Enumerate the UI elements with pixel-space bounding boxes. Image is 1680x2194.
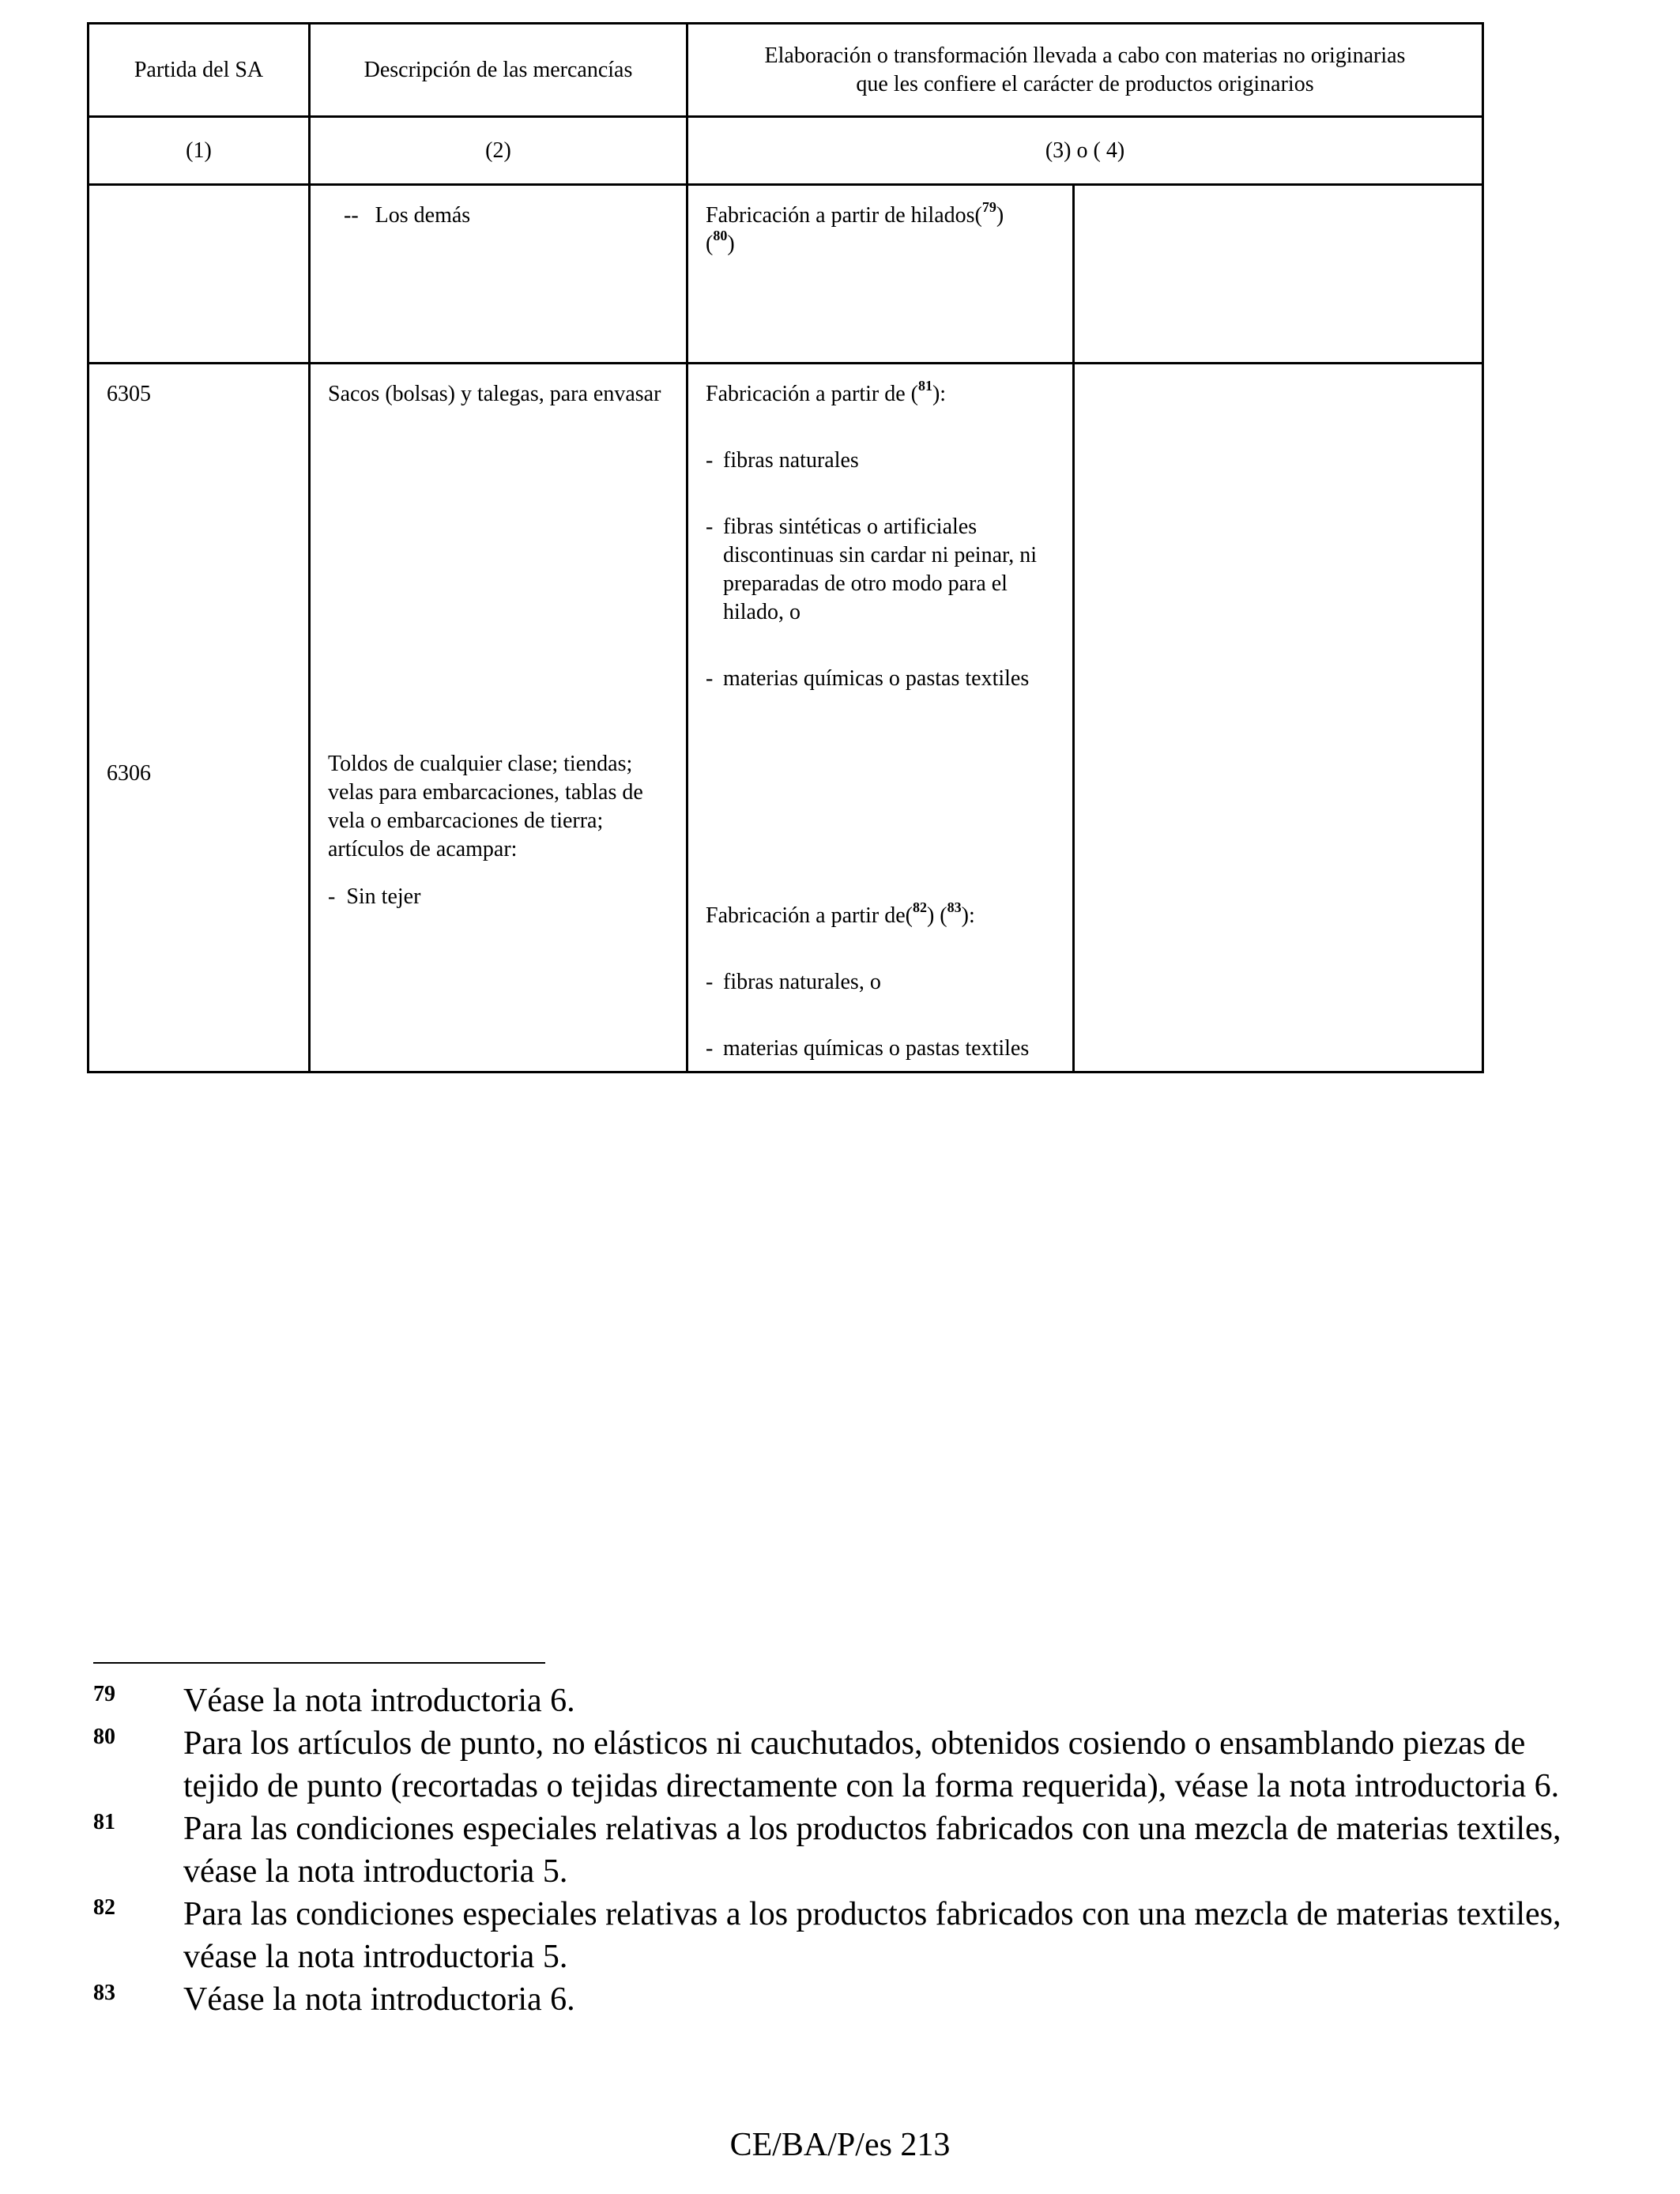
list-dash: - [706,448,714,473]
list-item-text: materias químicas o pastas textiles [723,666,1030,691]
footnote-number: 80 [93,1725,115,1749]
list-dash: - [706,666,714,691]
description-cell [310,185,687,364]
footnote-ref: 83 [947,899,962,915]
column-number-row [89,117,1483,185]
spacer [706,930,1055,968]
footnote-text: Véase la nota introductoria 6. [183,1683,575,1719]
hs-code-cell [89,185,310,364]
description-block-6305 [328,380,669,750]
rule-paren: ) ( [926,903,947,928]
rule-paren: ): [961,903,975,928]
description-text: Toldos de cualquier clase; tiendas; velas para embarcaciones, tablas de vela o embarcaciones de tierra; artículos de acampar: [328,752,643,861]
table-header-row [89,24,1483,117]
spacer [328,864,669,883]
header-processing-line1: Elaboración o transformación llevada a cabo con materias no originarias [764,43,1406,68]
table-row [89,364,1483,1072]
hs-code-6305: 6305 [107,382,151,406]
footnote-number: 81 [93,1810,115,1834]
alternative-rule-cell [1074,364,1483,1072]
rules-of-origin-table [87,22,1484,1073]
rule-text: Fabricación a partir de( [706,903,913,928]
rule-paren: ): [932,382,947,406]
footnote-number: 82 [93,1895,115,1920]
list-item [706,1035,1055,1063]
footnote-text: Véase la nota introductoria 6. [183,1981,575,2018]
list-dash: - [328,884,336,909]
column-number-3-4: (3) o ( 4) [687,117,1483,185]
hs-code-6306: 6306 [107,761,151,786]
list-item-text: materias químicas o pastas textiles [723,1036,1030,1061]
rule-intro-6305 [706,380,1055,409]
list-item-text: fibras sintéticas o artificiales discontinuas sin cardar ni peinar, ni preparadas de otro modo para el hilado, o [723,515,1037,624]
list-item [706,968,1055,997]
footnote-number: 83 [93,1981,115,2005]
spacer [706,627,1055,665]
header-processing [687,24,1483,117]
description-text: Sacos (bolsas) y talegas, para envasar [328,382,661,406]
description-cell [310,364,687,1072]
list-item [706,513,1055,627]
spacer [706,997,1055,1035]
spacer [706,475,1055,513]
subheading-dash: -- [344,203,359,228]
footnote-ref: 79 [981,199,996,215]
rule-text: Fabricación a partir de ( [706,382,918,406]
footnote [93,1722,1595,1808]
spacer [706,693,1055,902]
footnote-ref: 80 [713,228,728,243]
page-reference: CE/BA/P/es 213 [729,2127,951,2163]
footnote [93,1808,1595,1893]
header-hs-heading: Partida del SA [89,24,310,117]
description-subitem [328,883,669,911]
rule-paren: ) [727,232,735,256]
list-item-text: fibras naturales [723,448,859,473]
list-item [706,447,1055,475]
footnote-text: Para las condiciones especiales relativas a los productos fabricados con una mezcla de materias textiles, véase la nota introductoria 5. [183,1811,1561,1890]
footnote-ref: 81 [917,378,932,394]
rule-cell [687,364,1074,1072]
table-row [89,185,1483,364]
rule-paren: ) [996,203,1004,228]
footnote-number: 79 [93,1682,115,1706]
rule-text: Fabricación a partir de hilados( [706,203,982,228]
column-number-1: (1) [89,117,310,185]
column-number-2: (2) [310,117,687,185]
rule-paren: ( [706,232,714,256]
footnotes [93,1679,1595,2021]
footnote [93,1679,1595,1722]
spacer [107,409,291,760]
list-item [706,665,1055,693]
description-text: Sin tejer [346,884,421,909]
footnote-text: Para las condiciones especiales relativas a los productos fabricados con una mezcla de materias textiles, véase la nota introductoria 5. [183,1896,1561,1975]
description-text: Los demás [375,203,471,228]
footnote [93,1893,1595,1978]
hs-code-cell [89,364,310,1072]
spacer [706,409,1055,447]
footnote-separator [93,1662,545,1664]
list-item-text: fibras naturales, o [723,970,881,994]
footnote [93,1978,1595,2021]
alternative-rule-cell [1074,185,1483,364]
list-dash: - [706,515,714,539]
rule-cell [687,185,1074,364]
footnote-ref: 82 [912,899,927,915]
list-dash: - [706,1036,714,1061]
rule-intro-6306 [706,899,1055,930]
header-processing-line2: que les confiere el carácter de productos originarios [856,71,1314,96]
list-dash: - [706,970,714,994]
header-description: Descripción de las mercancías [310,24,687,117]
footnote-text: Para los artículos de punto, no elásticos ni cauchutados, obtenidos cosiendo o ensamblando piezas de tejido de punto (recortadas o tejidas directamente con la forma requerida), véase la nota introductoria 6. [183,1725,1560,1804]
